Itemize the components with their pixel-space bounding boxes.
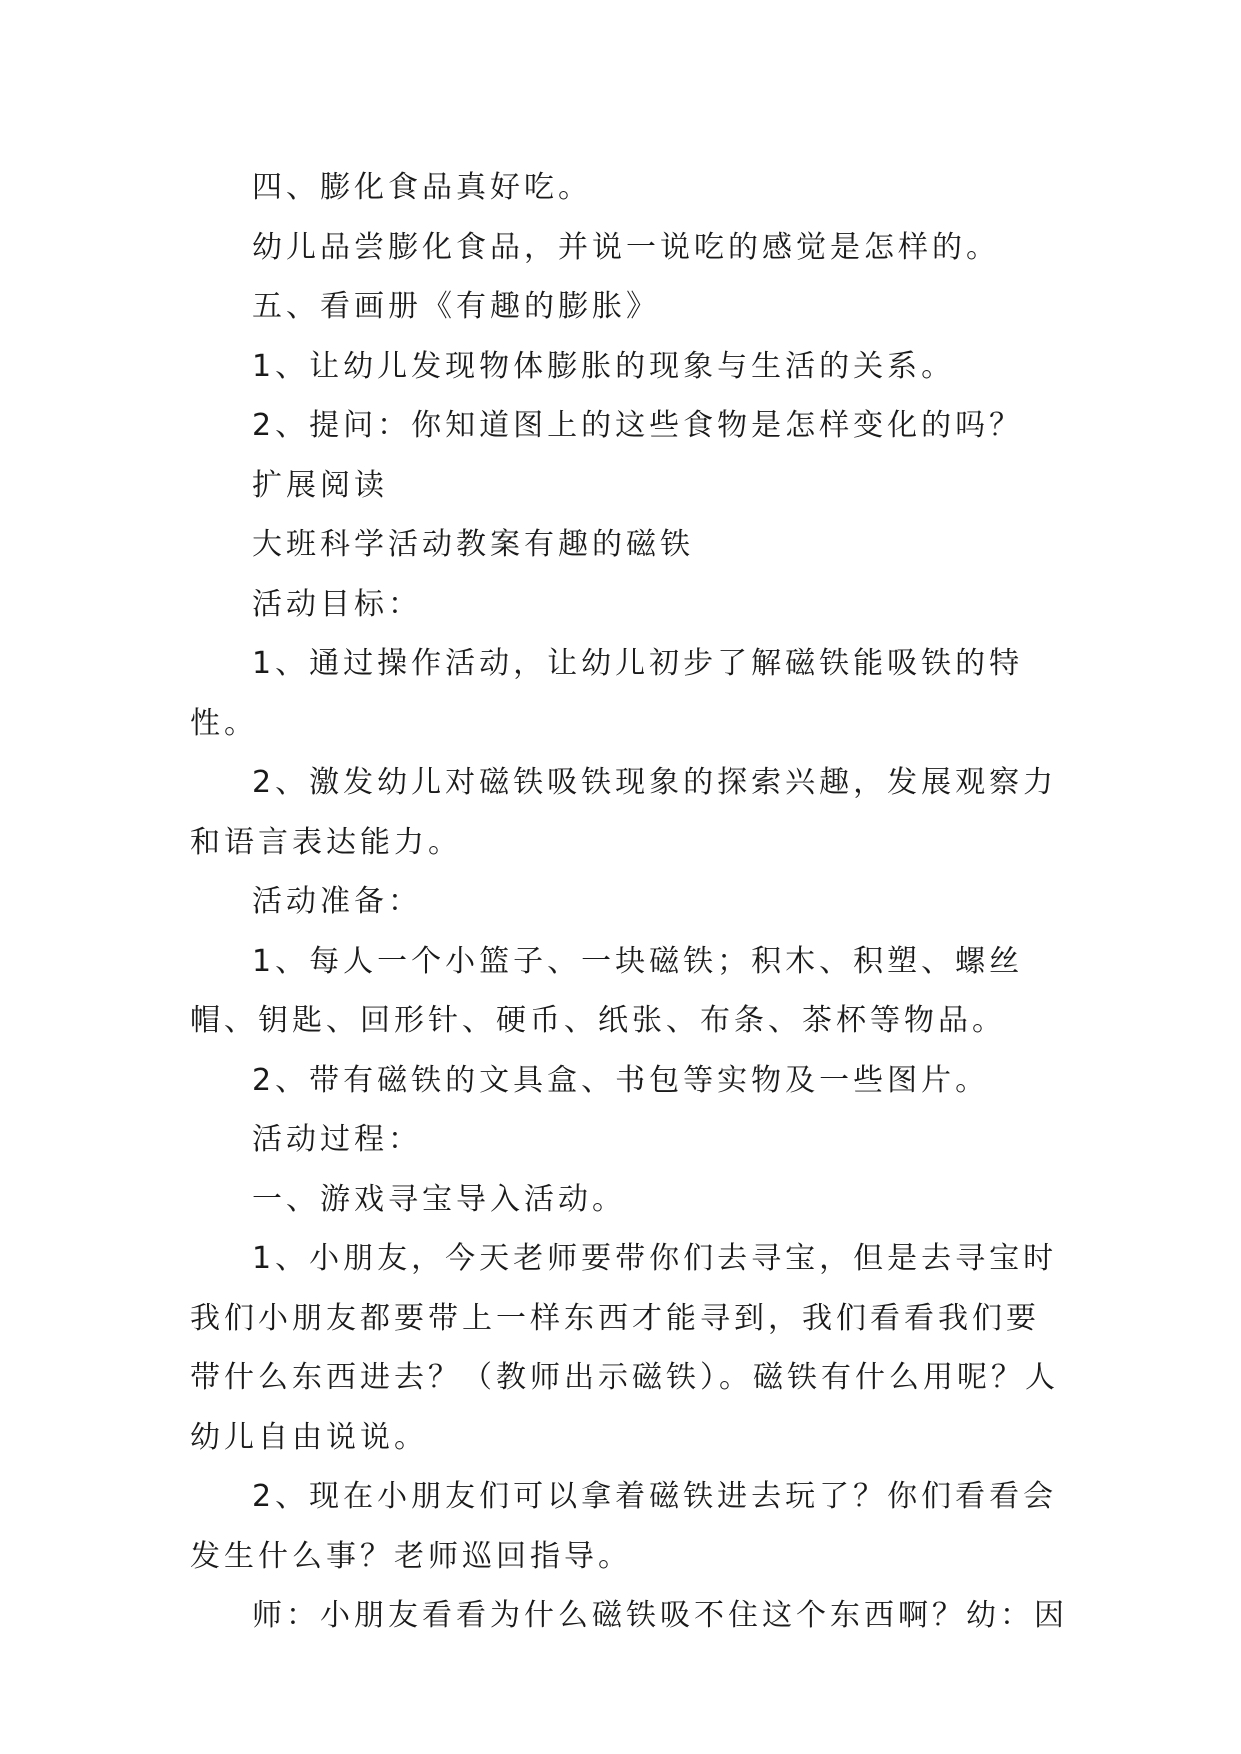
list-item: 1、小朋友，今天老师要带你们去寻宝，但是去寻宝时我们小朋友都要带上一样东西才能寻到，我们看看我们要带什么东西进去？（教师出示磁铁）。磁铁有什么用呢？人幼儿自由说说。	[190, 1241, 1059, 1455]
list-item: 1、通过操作活动，让幼儿初步了解磁铁能吸铁的特性。	[190, 646, 1024, 741]
subsection-heading: 一、游戏寻宝导入活动。	[252, 1181, 626, 1217]
list-item: 2、提问：你知道图上的这些食物是怎样变化的吗？	[252, 408, 1024, 443]
list-item: 2、激发幼儿对磁铁吸铁现象的探索兴趣，发展观察力和语言表达能力。	[190, 765, 1058, 860]
list-item: 1、每人一个小篮子、一块磁铁；积木、积塑、螺丝帽、钥匙、回形针、硬币、纸张、布条、茶杯等物品。	[190, 943, 1024, 1038]
list-item: 2、现在小朋友们可以拿着磁铁进去玩了？你们看看会发生什么事？老师巡回指导。	[190, 1479, 1058, 1574]
section-heading-picture-book: 五、看画册《有趣的膨胀》	[252, 289, 660, 324]
section-heading-preparation: 活动准备：	[252, 884, 422, 919]
lesson-title: 大班科学活动教案有趣的磁铁	[252, 527, 694, 562]
section-heading-goals: 活动目标：	[252, 586, 422, 622]
paragraph: 幼儿品尝膨化食品，并说一说吃的感觉是怎样的。	[252, 229, 1000, 265]
list-item: 2、带有磁铁的文具盒、书包等实物及一些图片。	[252, 1062, 990, 1098]
extended-reading-label: 扩展阅读	[252, 467, 388, 503]
section-heading-puffed-food: 四、膨化食品真好吃。	[252, 170, 592, 205]
list-item: 1、让幼儿发现物体膨胀的现象与生活的关系。	[252, 348, 956, 384]
document-body	[190, 158, 1070, 1646]
dialogue-paragraph: 师：小朋友看看为什么磁铁吸不住这个东西啊？幼：因	[252, 1598, 1068, 1633]
section-heading-process: 活动过程：	[252, 1122, 422, 1157]
